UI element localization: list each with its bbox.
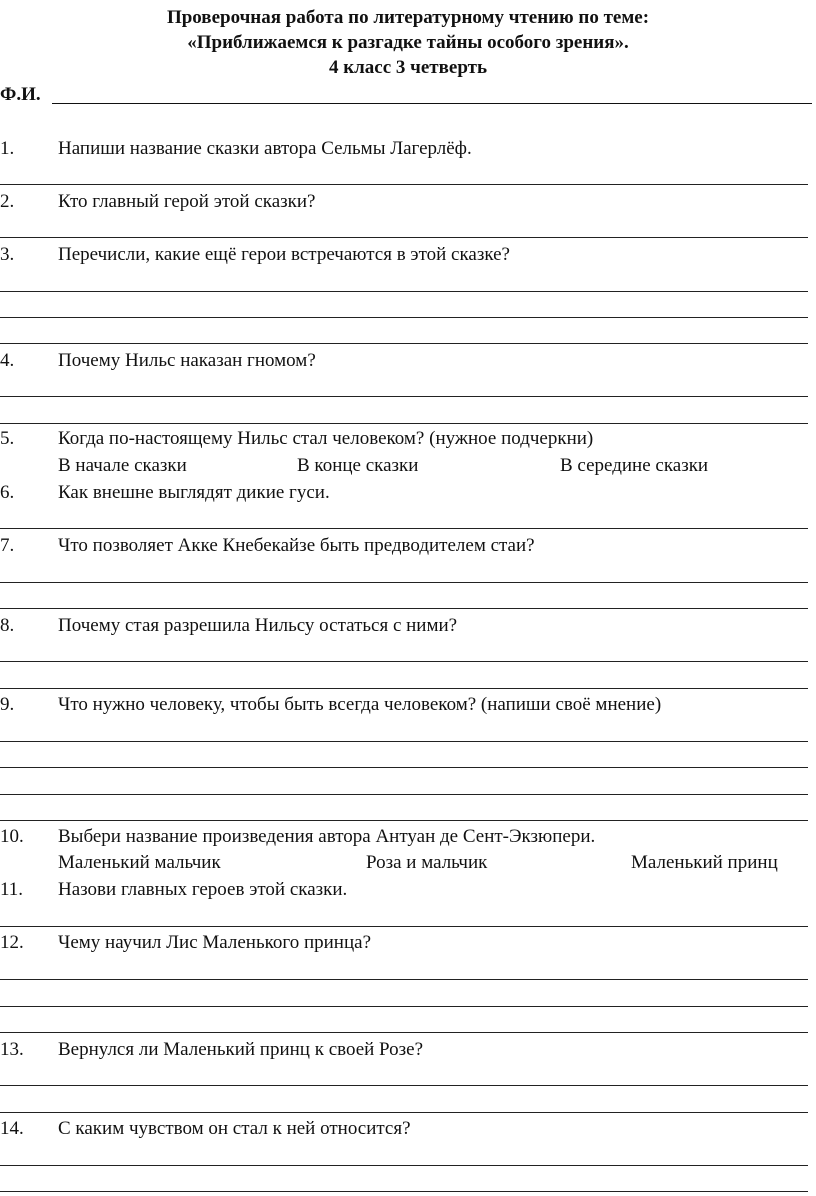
question-5-option-3[interactable]: В середине сказки bbox=[560, 455, 709, 476]
question-11-number: 11. bbox=[0, 879, 24, 900]
question-7-number: 7. bbox=[0, 535, 15, 556]
question-8-number: 8. bbox=[0, 615, 15, 636]
question-10-option-2[interactable]: Роза и мальчик bbox=[366, 852, 488, 873]
answer-line[interactable] bbox=[0, 291, 808, 292]
question-5-text: Когда по-настоящему Нильс стал человеком? (нужное подчеркни) bbox=[58, 428, 594, 449]
question-4-number: 4. bbox=[0, 350, 15, 371]
answer-line[interactable] bbox=[0, 423, 808, 424]
question-1-text: Напиши название сказки автора Сельмы Лагерлёф. bbox=[58, 138, 472, 159]
answer-line[interactable] bbox=[0, 528, 808, 529]
question-10-option-3[interactable]: Маленький принц bbox=[631, 852, 778, 873]
question-13-text: Вернулся ли Маленький принц к своей Розе? bbox=[58, 1039, 424, 1060]
answer-line[interactable] bbox=[0, 184, 808, 185]
question-12-number: 12. bbox=[0, 932, 24, 953]
question-3-text: Перечисли, какие ещё герои встречаются в этой сказке? bbox=[58, 244, 510, 265]
answer-line[interactable] bbox=[0, 794, 808, 795]
question-10-text: Выбери название произведения автора Антуан де Сент-Экзюпери. bbox=[58, 826, 596, 847]
question-5-option-1[interactable]: В начале сказки bbox=[58, 455, 187, 476]
name-answer-line[interactable] bbox=[52, 103, 812, 104]
answer-line[interactable] bbox=[0, 688, 808, 689]
question-12-text: Чему научил Лис Маленького принца? bbox=[58, 932, 371, 953]
answer-line[interactable] bbox=[0, 396, 808, 397]
answer-line[interactable] bbox=[0, 661, 808, 662]
question-10-option-1[interactable]: Маленький мальчик bbox=[58, 852, 221, 873]
answer-line[interactable] bbox=[0, 1165, 808, 1166]
worksheet-title: Проверочная работа по литературному чтению по теме: bbox=[166, 7, 650, 28]
question-8-text: Почему стая разрешила Нильсу остаться с ними? bbox=[58, 615, 458, 636]
question-2-number: 2. bbox=[0, 191, 15, 212]
question-6-number: 6. bbox=[0, 482, 15, 503]
question-7-text: Что позволяет Акке Кнебекайзе быть предводителем стаи? bbox=[58, 535, 535, 556]
question-6-text: Как внешне выглядят дикие гуси. bbox=[58, 482, 330, 503]
question-1-number: 1. bbox=[0, 138, 15, 159]
answer-line[interactable] bbox=[0, 317, 808, 318]
question-2-text: Кто главный герой этой сказки? bbox=[58, 191, 316, 212]
question-5-number: 5. bbox=[0, 428, 15, 449]
answer-line[interactable] bbox=[0, 1032, 808, 1033]
answer-line[interactable] bbox=[0, 741, 808, 742]
worksheet-grade: 4 класс 3 четверть bbox=[328, 57, 488, 78]
question-10-number: 10. bbox=[0, 826, 24, 847]
worksheet-topic: «Приближаемся к разгадке тайны особого зрения». bbox=[187, 32, 629, 53]
question-14-text: С каким чувством он стал к ней относится? bbox=[58, 1118, 411, 1139]
answer-line[interactable] bbox=[0, 979, 808, 980]
question-5-option-2[interactable]: В конце сказки bbox=[297, 455, 419, 476]
question-9-text: Что нужно человеку, чтобы быть всегда человеком? (напиши своё мнение) bbox=[58, 694, 662, 715]
answer-line[interactable] bbox=[0, 608, 808, 609]
answer-line[interactable] bbox=[0, 237, 808, 238]
question-3-number: 3. bbox=[0, 244, 15, 265]
question-9-number: 9. bbox=[0, 694, 15, 715]
answer-line[interactable] bbox=[0, 926, 808, 927]
answer-line[interactable] bbox=[0, 1085, 808, 1086]
answer-line[interactable] bbox=[0, 820, 808, 821]
question-4-text: Почему Нильс наказан гномом? bbox=[58, 350, 316, 371]
answer-line[interactable] bbox=[0, 1112, 808, 1113]
answer-line[interactable] bbox=[0, 343, 808, 344]
question-13-number: 13. bbox=[0, 1039, 24, 1060]
answer-line[interactable] bbox=[0, 767, 808, 768]
answer-line[interactable] bbox=[0, 1006, 808, 1007]
name-label: Ф.И. bbox=[0, 84, 41, 105]
answer-line[interactable] bbox=[0, 1191, 808, 1192]
answer-line[interactable] bbox=[0, 582, 808, 583]
question-14-number: 14. bbox=[0, 1118, 24, 1139]
question-11-text: Назови главных героев этой сказки. bbox=[58, 879, 348, 900]
